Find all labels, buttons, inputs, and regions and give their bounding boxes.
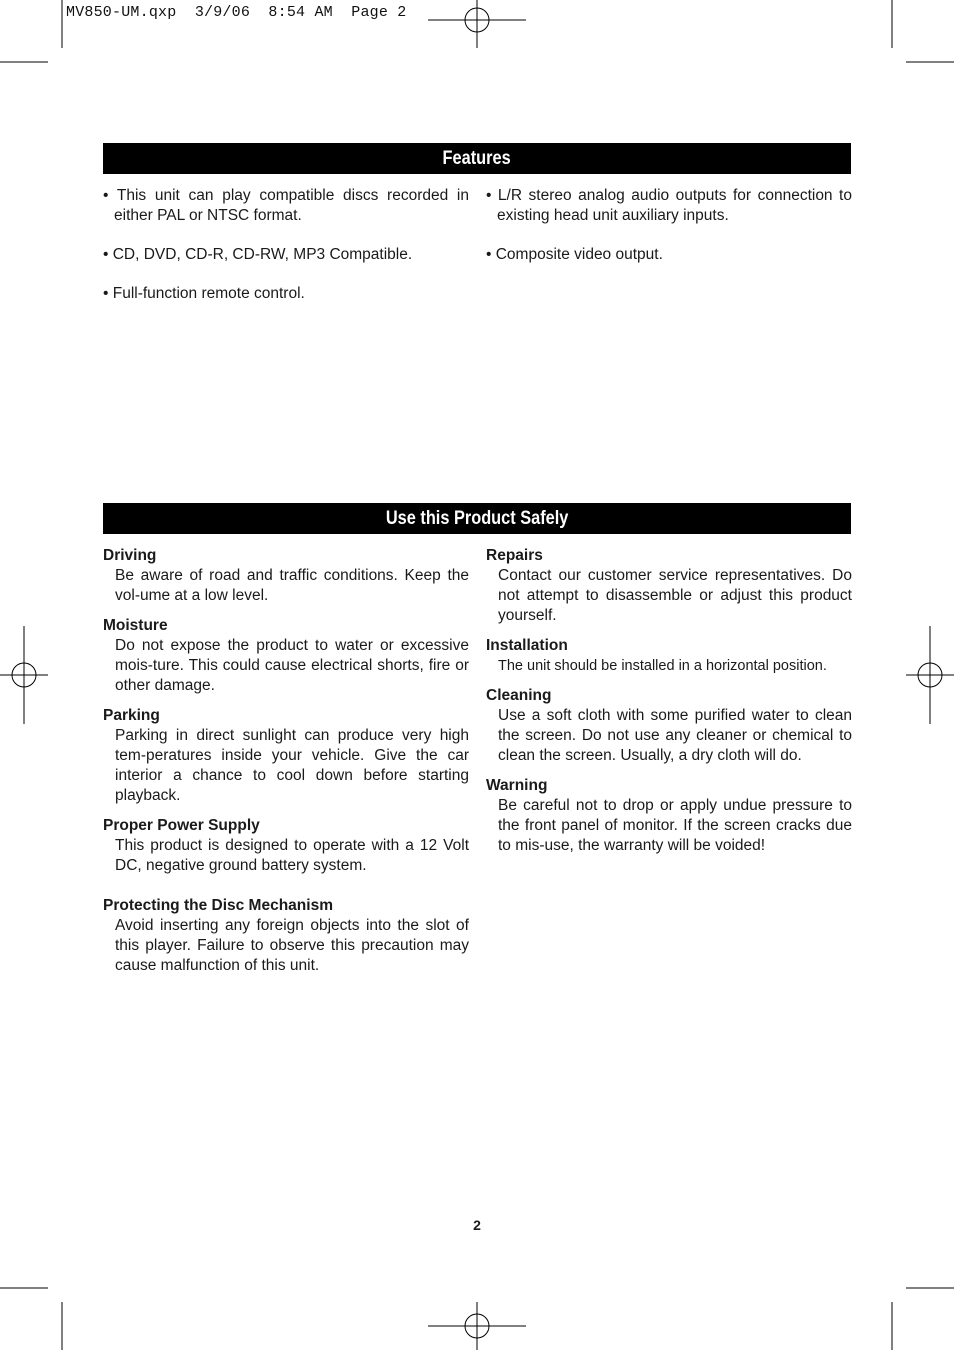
safety-section-power-supply [103,816,469,876]
safety-section-driving [103,546,469,606]
feature-item: • CD, DVD, CD-R, CD-RW, MP3 Compatible. [103,246,413,263]
section-heading: Installation [486,637,568,654]
section-body: Contact our customer service representatives. Do not attempt to disassemble or adjust this product yourself. [498,567,852,624]
section-heading: Proper Power Supply [103,817,260,834]
section-heading: Protecting the Disc Mechanism [103,897,333,914]
section-body: Be aware of road and traffic conditions. Keep the vol-ume at a low level. [115,567,469,604]
section-heading: Parking [103,707,160,724]
feature-item: • Composite video output. [486,246,663,263]
features-right-column [486,186,852,284]
features-left-column [103,186,469,323]
section-body: This product is designed to operate with a 12 Volt DC, negative ground battery system. [115,837,469,874]
safety-section-moisture [103,616,469,696]
safety-section-parking [103,706,469,806]
section-heading: Moisture [103,617,168,634]
section-heading: Repairs [486,547,543,564]
safety-section-installation [486,636,852,676]
feature-item: • Full-function remote control. [103,285,305,302]
safety-title: Use this Product Safely [385,507,569,529]
section-body: Do not expose the product to water or excessive mois-ture. This could cause electrical shorts, fire or other damage. [115,637,469,694]
section-body: Be careful not to drop or apply undue pressure to the front panel of monitor. If the screen cracks due to mis-use, the warranty will be voided! [498,797,852,854]
features-title: Features [442,147,512,169]
section-body: Parking in direct sunlight can produce very high tem-peratures inside your vehicle. Give the car interior a chance to cool down before starting playback. [115,727,469,804]
section-heading: Cleaning [486,687,552,704]
safety-section-repairs [486,546,852,626]
section-body: Use a soft cloth with some purified water to clean the screen. Do not use any cleaner or chemical to clean the screen. Usually, a dry cloth will do. [498,707,852,764]
section-heading: Warning [486,777,548,794]
safety-section-warning [486,776,852,856]
safety-section-disc-mechanism [103,896,469,976]
page-number: 2 [473,1217,481,1233]
feature-item: • L/R stereo analog audio outputs for connection to existing head unit auxiliary inputs. [486,187,852,224]
safety-banner [103,503,851,534]
feature-item: • This unit can play compatible discs recorded in either PAL or NTSC format. [103,187,469,224]
section-heading: Driving [103,547,157,564]
features-banner [103,143,851,174]
section-body: The unit should be installed in a horizontal position. [498,658,827,674]
safety-left-column [103,546,469,986]
safety-section-cleaning [486,686,852,766]
printer-slug: MV850-UM.qxp 3/9/06 8:54 AM Page 2 [66,4,407,21]
section-body: Avoid inserting any foreign objects into the slot of this player. Failure to observe this precaution may cause malfunction of this unit. [115,917,469,974]
safety-right-column [486,546,852,866]
